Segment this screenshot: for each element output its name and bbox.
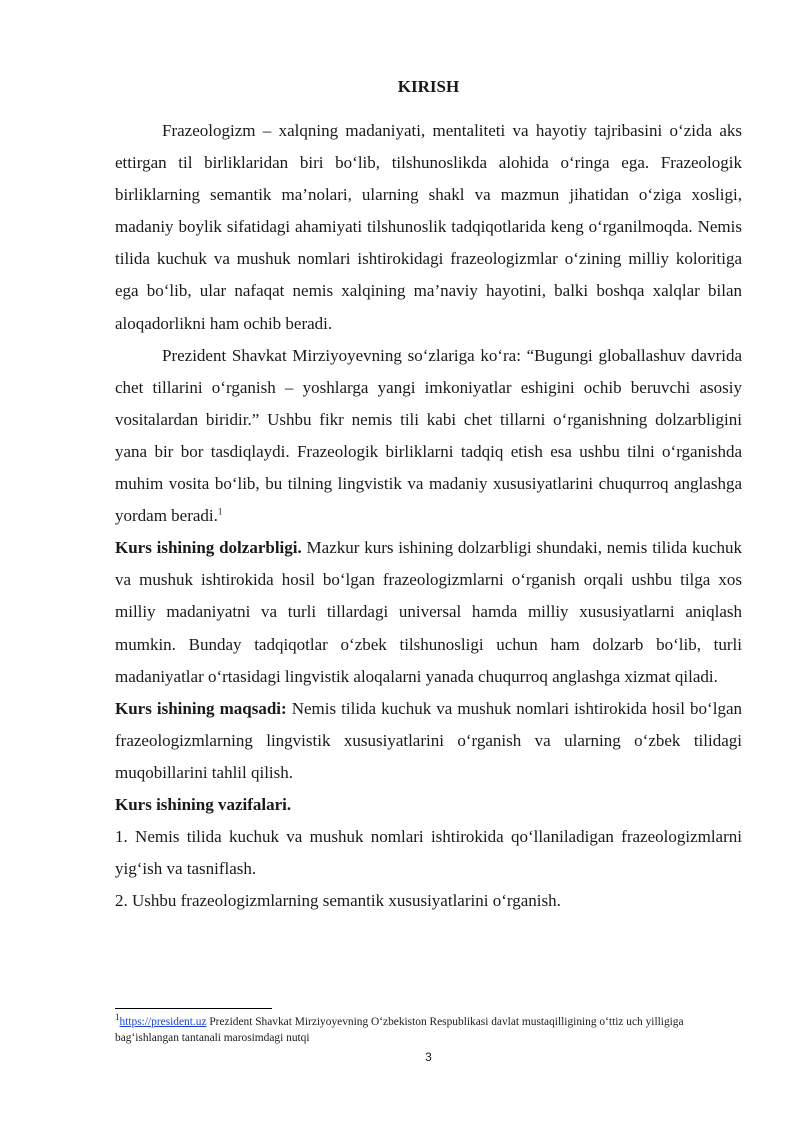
goal-text: Nemis tilida kuchuk va mushuk nomlari ishtirokida hosil bo‘lgan frazeologizmlarning lingvistik xususiyatlarini o‘rganish va ularning o‘zbek tilidagi muqobillarini tahlil qilish. — [115, 698, 742, 782]
task-item-1: 1. Nemis tilida kuchuk va mushuk nomlari ishtirokida qo‘llaniladigan frazeologizmlarni yig‘ish va tasniflash. — [115, 827, 742, 879]
footnote-link[interactable]: https://president.uz — [119, 1016, 207, 1028]
tasks-heading: Kurs ishining vazifalari. — [115, 794, 292, 814]
page-title: KIRISH — [397, 77, 460, 96]
paragraph-goal — [115, 693, 742, 789]
task-item-2: 2. Ushbu frazeologizmlarning semantik xususiyatlarini o‘rganish. — [115, 891, 561, 911]
paragraph-relevance — [115, 532, 742, 692]
footnote-divider — [115, 1008, 272, 1009]
goal-heading: Kurs ishining maqsadi: — [115, 698, 287, 718]
footnote-text: Prezident Shavkat Mirziyoyevning O‘zbekiston Respublikasi davlat mustaqilligining o‘ttiz uch yilligiga bag‘ishlangan tantanali marosimdagi nutqi — [115, 1016, 684, 1044]
paragraph-intro: Frazeologizm – xalqning madaniyati, mentaliteti va hayotiy tajribasini o‘zida aks ettirgan til birliklaridan biri bo‘lib, tilshunoslikda alohida o‘ringa ega. Frazeologik birliklarning semantik ma’nolari, ularning shakl va mazmun jihatidan o‘ziga xosligi, madaniy boylik sifatidagi ahamiyati tilshunoslik tadqiqotlarida keng o‘rganilmoqda. Nemis tilida kuchuk va mushuk nomlari ishtirokidagi frazeologizmlar o‘zining milliy koloritiga ega bo‘lib, ular nafaqat nemis xalqining ma’naviy hayotini, balki boshqa xalqlar bilan aloqadorlikni ham ochib beradi. — [115, 121, 742, 333]
footnote — [115, 1014, 742, 1046]
page-number: 3 — [425, 1050, 432, 1064]
footnote-reference[interactable]: 1 — [217, 506, 223, 517]
body-text — [115, 115, 742, 917]
quote-text: Prezident Shavkat Mirziyoyevning so‘zlariga ko‘ra: “Bugungi globallashuv davrida chet tillarini o‘rganish – yoshlarga yangi imkoniyatlar eshigini ochib beruvchi asosiy vositalardan biridir.” Ushbu fikr nemis tili kabi chet tillarni o‘rganishning dolzarbligini yana bir bor tasdiqlaydi. Frazeologik birliklarni tadqiq etish esa ushbu tilni o‘rganishda muhim vosita bo‘lib, bu tilning lingvistik va madaniy xususiyatlarini chuqurroq anglashga yordam beradi. — [115, 345, 742, 526]
relevance-text: Mazkur kurs ishining dolzarbligi shundaki, nemis tilida kuchuk va mushuk ishtirokida hosil bo‘lgan frazeologizmlarni o‘rganish orqali ushbu tilga xos milliy madaniyatni va turli tillardagi universal hamda milliy xususiyatlarni aniqlash mumkin. Bunday tadqiqotlar o‘zbek tilshunosligi uchun ham dolzarb bo‘lib, turli madaniyatlar o‘rtasidagi lingvistik aloqalarni yanada chuqurroq anglashga xizmat qiladi. — [115, 538, 742, 686]
relevance-heading: Kurs ishining dolzarbligi. — [115, 538, 302, 558]
footnote-mark: 1 — [115, 1012, 120, 1023]
paragraph-president-quote — [115, 340, 742, 533]
